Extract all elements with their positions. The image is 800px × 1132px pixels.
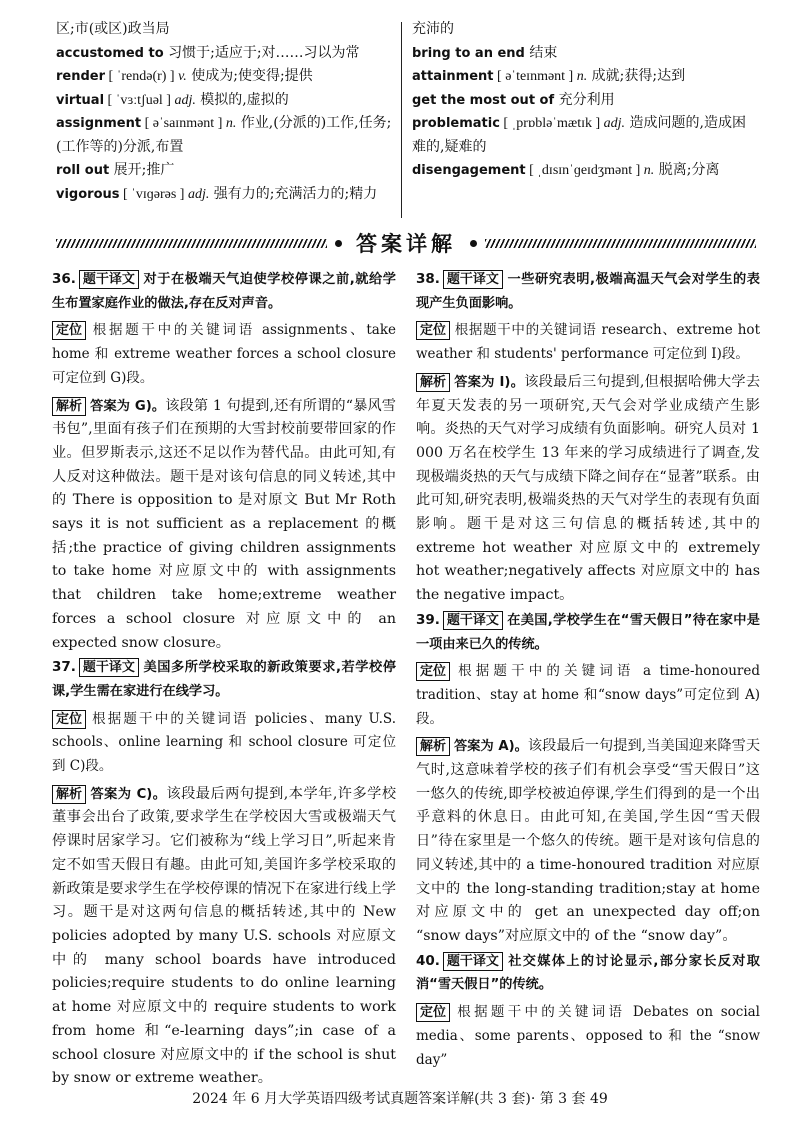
vocab-line: assignment [ əˈsaɪnmənt ] n. 作业,(分派的)工作,任务;(工作等的)分派,布置 [56, 115, 392, 155]
translation-tag: 题干译文 [79, 658, 139, 677]
analysis-paragraph [416, 371, 760, 608]
bullet-dot-right [470, 240, 477, 247]
vocab-line: get the most out of 充分利用 [412, 91, 615, 108]
vocabulary-left-column [56, 18, 401, 218]
answer-item-39 [416, 609, 760, 949]
question-line [52, 268, 396, 315]
answer-text: 答案为 A)。 [454, 739, 528, 755]
vocab-line: problematic [ ˌprɒbləˈmætɪk ] adj. 造成问题的,造成困难的,疑难的 [412, 115, 746, 155]
question-text: 美国多所学校采取的新政策要求,若学校停课,学生需在家进行在线学习。 [52, 660, 396, 699]
translation-tag: 题干译文 [443, 270, 503, 289]
answer-text: 答案为 I)。 [454, 374, 525, 390]
vocab-line: render [ ˈrendə(r) ] v. 使成为;使变得;提供 [56, 68, 313, 84]
bullet-dot-left [335, 240, 342, 247]
locate-paragraph [416, 660, 760, 731]
locate-text: 根据题干中的关键词语 a time-honoured tradition、stay at home 和“snow days”可定位到 A)段。 [416, 663, 760, 727]
translation-tag: 题干译文 [443, 611, 503, 630]
vocab-line: accustomed to 习惯于;适应于;对……习以为常 [56, 44, 360, 61]
translation-tag: 题干译文 [79, 270, 139, 289]
vocab-line: 充沛的 [412, 21, 454, 37]
question-number: 39. [416, 611, 440, 628]
analysis-paragraph [52, 783, 396, 1091]
vocab-line: roll out 展开;推广 [56, 162, 175, 178]
question-line [52, 656, 396, 703]
analysis-paragraph [416, 735, 760, 948]
vocab-line: vigorous [ ˈvɪɡərəs ] adj. 强有力的;充满活力的;精力 [56, 185, 378, 202]
vocab-line: virtual [ ˈvɜːtʃuəl ] adj. 模拟的,虚拟的 [56, 91, 289, 108]
vocabulary-section [56, 18, 756, 218]
question-number: 38. [416, 271, 440, 287]
analysis-tag: 解析 [416, 737, 450, 756]
section-title: 答案详解 [356, 232, 456, 256]
locate-tag: 定位 [52, 321, 86, 340]
hatch-decoration-left [56, 239, 327, 248]
answer-item-40 [416, 950, 760, 1073]
question-number: 37. [52, 659, 76, 676]
vocab-line: disengagement [ ˌdɪsɪnˈɡeɪdʒmənt ] n. 脱离;分离 [412, 162, 720, 178]
locate-paragraph [52, 319, 396, 390]
analysis-tag: 解析 [52, 397, 86, 416]
answer-columns [52, 268, 760, 1092]
vocab-line: 区;市(或区)政当局 [56, 21, 170, 37]
hatch-decoration-right [485, 239, 756, 248]
answer-text: 答案为 G)。 [90, 398, 166, 414]
locate-tag: 定位 [52, 710, 86, 729]
question-number: 40. [416, 952, 440, 969]
question-line [416, 609, 760, 656]
locate-paragraph [416, 319, 760, 366]
analysis-paragraph [52, 395, 396, 656]
translation-tag: 题干译文 [443, 952, 503, 971]
answer-item-38 [416, 268, 760, 608]
vocab-line: bring to an end 结束 [412, 44, 558, 61]
answer-left-column [52, 268, 396, 1092]
analysis-tag: 解析 [416, 373, 450, 392]
question-text: 在美国,学校学生在“雪天假日”待在家中是一项由来已久的传统。 [416, 612, 760, 652]
locate-tag: 定位 [416, 1003, 450, 1022]
vocabulary-right-column [402, 18, 747, 218]
question-number: 36. [52, 271, 76, 287]
vocab-line: attainment [ əˈteɪnmənt ] n. 成就;获得;达到 [412, 68, 686, 84]
locate-text: 根据题干中的关键词语 policies、many U.S. schools、online learning 和 school closure 可定位到 C)段。 [52, 710, 396, 775]
answer-item-37 [52, 656, 396, 1091]
analysis-text: 该段最后三句提到,但根据哈佛大学去年夏天发表的另一项研究,天气会对学业成绩产生影响。炎热的天气对学习成绩有负面影响。研究人员对 1 000 万名在校学生 13 年来的学习成绩进行了调查,发现极端炎热的天气与成绩下降之间存在“显著”联系。由此可知,研究表明,极端炎热的天气对学生的表现有负面影响。题干是对这三句信息的概括转述,其中的 extreme hot weather 对应原文中的 extremely hot weather;negatively affects 对应原文中的 has the negative impact。 [416, 373, 761, 604]
question-line [416, 268, 760, 315]
locate-paragraph [52, 708, 396, 779]
analysis-text: 该段最后两句提到,本学年,许多学校董事会出台了政策,要求学生在学校因大雪或极端天气停课时居家学习。它们被称为“线上学习日”,听起来肯定不如雪天假日有趣。由此可知,美国许多学校采取的新政策是要求学生在学校停课的情况下在家进行线上学习。题干是对这两句信息的概括转述,其中的 New policies adopted by many U.S. schools 对应原文中的 many school boards have introduced policies;require students to do online learning at home 对应原文中的 require students to work from home 和“e-learning days”;in case of a school closure 对应原文中的 if the school is shut by snow or extreme weather。 [52, 785, 397, 1087]
question-text: 对于在极端天气迫使学校停课之前,就给学生布置家庭作业的做法,存在反对声音。 [52, 272, 396, 311]
analysis-tag: 解析 [52, 785, 86, 804]
locate-tag: 定位 [416, 662, 450, 681]
locate-paragraph [416, 1001, 760, 1072]
locate-text: 根据题干中的关键词语 Debates on social media、some parents、opposed to 和 the “snow day” [416, 1004, 760, 1068]
locate-text: 根据题干中的关键词语 assignments、take home 和 extreme weather forces a school closure 可定位到 G)段。 [52, 322, 396, 386]
answer-right-column [416, 268, 760, 1092]
section-header [56, 230, 756, 256]
answer-item-36 [52, 268, 396, 655]
locate-text: 根据题干中的关键词语 research、extreme hot weather 和 students' performance 可定位到 I)段。 [416, 322, 760, 363]
analysis-text: 该段第 1 句提到,还有所谓的“暴风雪书包”,里面有孩子们在预期的大雪封校前要带回家的作业。但罗斯表示,这还不足以作为替代品。由此可知,有人反对这种做法。题干是对该句信息的同义转述,其中的 There is opposition to 是对原文 But Mr Roth says it is not sufficient as a replacement 的概括;the practice of giving children assignments to take home 对应原文中的 with assignments that children take home;extreme weather forces a school closure 对应原文中的 an expected snow closure。 [52, 397, 396, 651]
question-text: 一些研究表明,极端高温天气会对学生的表现产生负面影响。 [416, 272, 760, 311]
analysis-text: 该段最后一句提到,当美国迎来降雪天气时,这意味着学校的孩子们有机会享受“雪天假日”这一悠久的传统,即学校被迫停课,学生们得到的是一个出乎意料的休息日。由此可知,在美国,学生因“雪天假日”待在家里是一个悠久的传统。题干是对该句信息的同义转述,其中的 a time-honoured tradition 对应原文中的 the long-standing tradition;stay at home 对应原文中的 get an unexpected day off;on “snow days”对应原文中的 of the “snow day”。 [416, 738, 761, 944]
page-footer: 2024 年 6 月大学英语四级考试真题答案详解(共 3 套)· 第 3 套 49 [192, 1091, 608, 1107]
question-line [416, 950, 760, 997]
locate-tag: 定位 [416, 321, 450, 340]
answer-text: 答案为 C)。 [90, 786, 167, 802]
question-text: 社交媒体上的讨论显示,部分家长反对取消“雪天假日”的传统。 [416, 953, 760, 993]
